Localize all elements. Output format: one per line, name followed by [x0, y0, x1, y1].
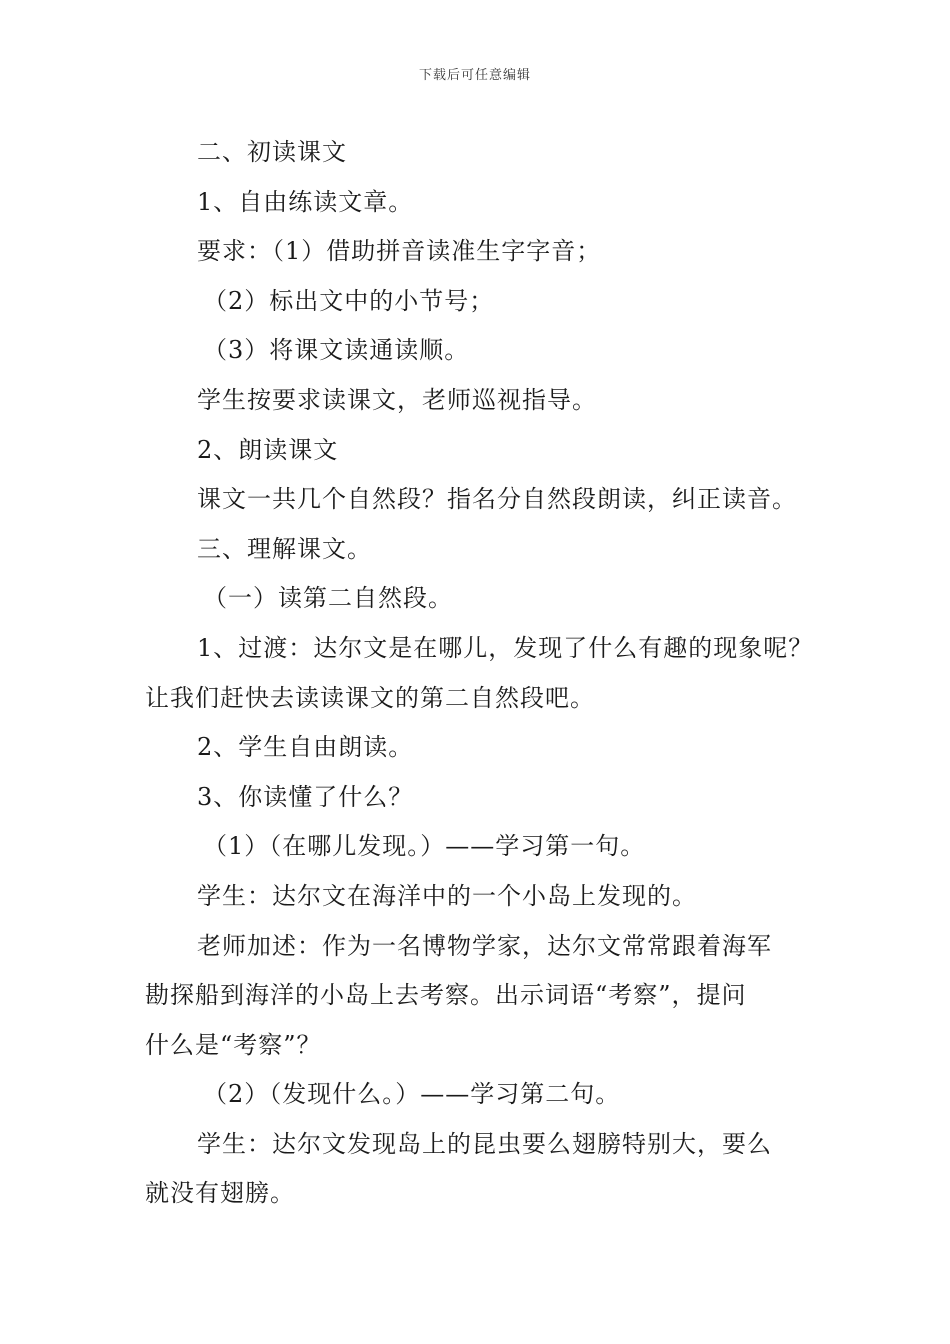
section-heading: 2、朗读课文: [197, 435, 339, 464]
paragraph-line: 勘探船到海洋的小岛上去考察。出示词语“考察”，提问: [145, 981, 747, 1010]
page-header: 下载后可任意编辑: [418, 68, 531, 83]
paragraph-line: 老师加述：作为一名博物学家，达尔文常常跟着海军: [197, 931, 772, 960]
paragraph-line: 就没有翅膀。: [145, 1179, 295, 1208]
paragraph-line: 让我们赶快去读读课文的第二自然段吧。: [145, 683, 595, 712]
paragraph-line: 课文一共几个自然段？指名分自然段朗读，纠正读音。: [197, 485, 797, 514]
paragraph-line: 学生按要求读课文，老师巡视指导。: [197, 385, 597, 414]
section-heading: 二、初读课文: [197, 138, 347, 166]
paragraph-line: （2）（发现什么。）——学习第二句。: [203, 1080, 621, 1109]
paragraph-line: （1）（在哪儿发现。）——学习第一句。: [203, 832, 646, 861]
paragraph-line: （一）读第二自然段。: [203, 584, 453, 613]
paragraph-line: 2、学生自由朗读。: [197, 733, 414, 762]
section-heading: 三、理解课文。: [197, 534, 372, 563]
paragraph-line: 学生：达尔文在海洋中的一个小岛上发现的。: [197, 881, 697, 910]
paragraph-line: （3）将课文读通读顺。: [203, 336, 470, 365]
paragraph-line: 什么是“考察”？: [145, 1030, 322, 1059]
paragraph-line: 3、你读懂了什么？: [197, 782, 414, 811]
paragraph-line: 1、过渡：达尔文是在哪儿，发现了什么有趣的现象呢？: [197, 633, 814, 662]
paragraph-line: 学生：达尔文发现岛上的昆虫要么翅膀特别大，要么: [197, 1129, 772, 1158]
paragraph-line: 要求：（1）借助拼音读准生字字音；: [197, 237, 602, 266]
document-body: [145, 128, 814, 1219]
paragraph-line: （2）标出文中的小节号；: [203, 286, 495, 315]
paragraph-line: 1、自由练读文章。: [197, 187, 414, 216]
